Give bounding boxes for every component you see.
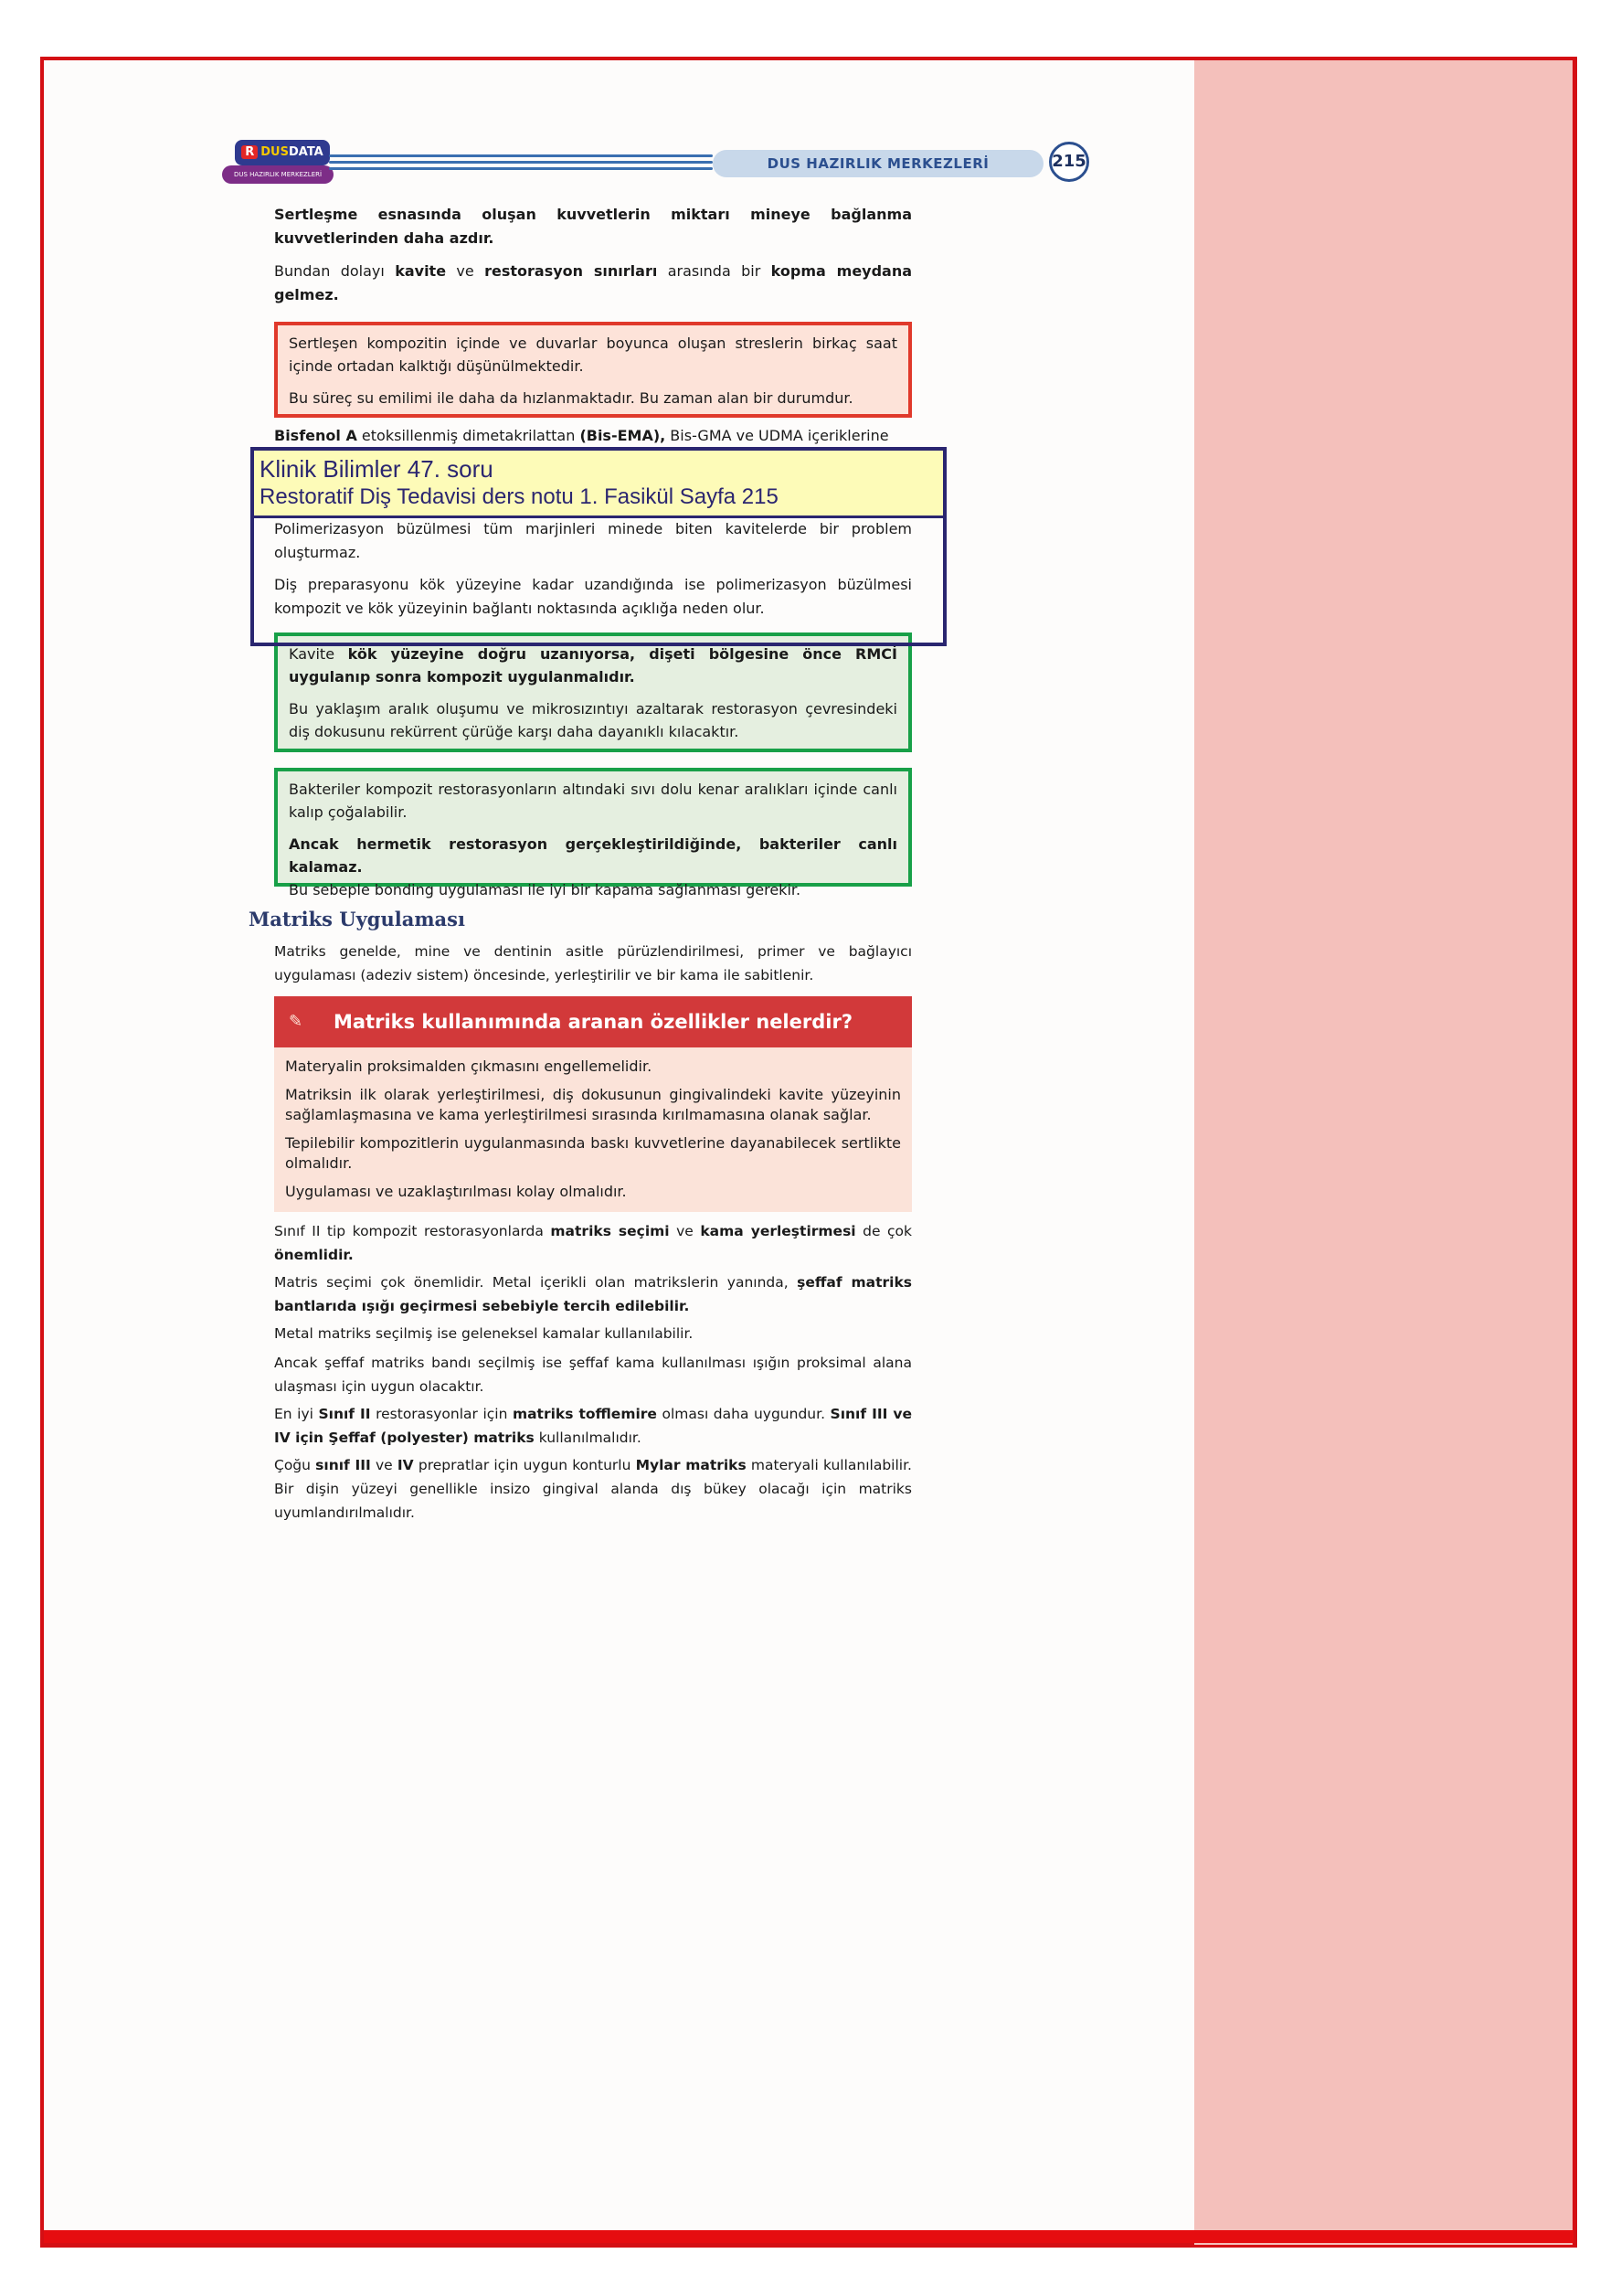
green-box-1-a: Kavite [289, 645, 348, 663]
paragraph-1 [274, 203, 912, 250]
b1-d: kama yerleştirmesi [700, 1223, 856, 1239]
p2-b: kavite [395, 262, 447, 280]
p3-a: Bisfenol A [274, 427, 357, 444]
b1-a: Sınıf II tip kompozit restorasyonlarda [274, 1223, 551, 1239]
p2-e: arasında bir [657, 262, 771, 280]
logo-data: DATA [288, 145, 323, 159]
p2-f: kopma meydana gelmez. [274, 262, 913, 303]
bottom-paragraph-5 [274, 1402, 912, 1450]
red-box-line-1: Sertleşen kompozitin içinde ve duvarlar boyunca oluşan streslerin birkaç saat içinde ortadan kalktığı düşünülmektedir. [289, 335, 897, 375]
section-title: Matriks Uygulaması [249, 908, 465, 930]
p2-c: ve [446, 262, 485, 280]
green-info-box-1 [274, 632, 912, 752]
b5-e: olması daha uygundur. [656, 1406, 831, 1422]
answer-item: Matriksin ilk olarak yerleştirilmesi, diş dokusunun gingivalindeki kavite yüzeyinin sağlamlaşmasına ve kama yerleştirilmesi sırasında kırılmamasına olanak sağlar. [285, 1086, 901, 1123]
paragraph-3 [274, 424, 912, 448]
b6-a: Çoğu [274, 1457, 316, 1473]
b6-d: IV [397, 1457, 414, 1473]
green-info-box-2 [274, 768, 912, 898]
bottom-paragraph-3: Metal matriks seçilmiş ise geleneksel kamalar kullanılabilir. [274, 1325, 694, 1342]
question-title: Matriks kullanımında aranan özellikler nelerdir? [333, 1011, 853, 1033]
header-label: DUS HAZIRLIK MERKEZLERİ [713, 150, 1044, 177]
b5-b: Sınıf II [318, 1406, 371, 1422]
answer-item: Tepilebilir kompozitlerin uygulanmasında baskı kuvvetlerine dayanabilecek sertlikte olmalıdır. [285, 1134, 901, 1172]
b1-b: matriks seçimi [550, 1223, 670, 1239]
b5-c: restorasyonlar için [370, 1406, 513, 1422]
side-panel [1194, 60, 1573, 2245]
green-box-1-line-1 [289, 643, 897, 688]
p3-d: Bis-GMA ve UDMA içeriklerine [665, 427, 889, 444]
question-answers [274, 1047, 912, 1212]
green-box-2-bold: Ancak hermetik restorasyon gerçekleştirildiğinde, bakteriler canlı kalamaz. [289, 835, 897, 876]
red-info-box [274, 322, 912, 418]
b2-b: şeffaf matriks bantlarıda ışığı geçirmesi sebebiyle tercih edilebilir. [274, 1274, 913, 1314]
b5-d: matriks tofflemire [512, 1406, 657, 1422]
logo-subtitle: DUS HAZIRLIK MERKEZLERİ [222, 165, 334, 184]
b2-a: Matris seçimi çok önemlidir. Metal içerikli olan matrikslerin yanında, [274, 1274, 798, 1291]
p3-b: etoksillenmiş dimetakrilattan [356, 427, 580, 444]
p2-d: restorasyon sınırları [484, 262, 658, 280]
bottom-paragraph-2 [274, 1270, 912, 1318]
logo-r: R [241, 145, 258, 159]
bottom-paragraph-4: Ancak şeffaf matriks bandı seçilmiş ise şeffaf kama kullanılması ışığın proksimal alana ulaşması için uygun olacaktır. [274, 1355, 912, 1395]
p2-a: Bundan dolayı [274, 262, 396, 280]
b6-b: sınıf III [315, 1457, 371, 1473]
paragraph-5: Diş preparasyonu kök yüzeyine kadar uzandığında ise polimerizasyon büzülmesi kompozit ve kök yüzeyinin bağlantı noktasında açıklığa neden olur. [274, 576, 912, 617]
section-intro: Matriks genelde, mine ve dentinin asitle pürüzlendirilmesi, primer ve bağlayıcı uygulaması (adeziv sistem) öncesinde, yerleştirilir ve bir kama ile sabitlenir. [274, 943, 912, 983]
dusdata-logo [222, 138, 334, 186]
answer-item: Uygulaması ve uzaklaştırılması kolay olmalıdır. [285, 1183, 627, 1200]
question-header [274, 996, 912, 1047]
highlight-line-1: Klinik Bilimler 47. soru [260, 455, 493, 483]
b6-f: Mylar matriks [635, 1457, 747, 1473]
page-number: 215 [1049, 142, 1089, 182]
bottom-paragraph-1 [274, 1219, 912, 1267]
green-box-2-line-3: Bu sebeple bonding uygulaması ile iyi bir kapama sağlanması gerekir. [289, 881, 801, 898]
green-box-1-b: kök yüzeyine doğru uzanıyorsa, dişeti bölgesine önce RMCİ uygulanıp sonra kompozit uygulanmalıdır. [289, 645, 897, 686]
b6-e: prepratlar için uygun konturlu [413, 1457, 636, 1473]
p1-text: Sertleşme esnasında oluşan kuvvetlerin miktarı mineye bağlanma kuvvetlerinden daha azdır. [274, 206, 912, 247]
b1-c: ve [669, 1223, 701, 1239]
green-box-2-line-2 [289, 833, 897, 878]
logo-top [235, 140, 330, 165]
red-box-line-2: Bu süreç su emilimi ile daha da hızlanmaktadır. Bu zaman alan bir durumdur. [289, 389, 853, 407]
b5-f: Sınıf III ve IV için Şeffaf (polyester) matriks [274, 1406, 913, 1446]
bottom-paragraph-6 [274, 1453, 912, 1525]
highlight-line-2: Restoratif Diş Tedavisi ders notu 1. Fasikül Sayfa 215 [260, 484, 779, 509]
b6-g: materyali kullanılabilir. Bir dişin yüzeyi genellikle insizo gingival alanda dış bükey olacağı için matriks uyumlandırılmalıdır. [274, 1457, 912, 1521]
green-box-2-line-1: Bakteriler kompozit restorasyonların altındaki sıvı dolu kenar aralıkları içinde canlı kalıp çoğalabilir. [289, 781, 897, 821]
b1-e: de çok [855, 1223, 912, 1239]
pencil-icon: ✎ [289, 1012, 303, 1031]
b5-g: kullanılmalıdır. [534, 1430, 641, 1446]
bottom-bar [44, 2230, 1573, 2243]
logo-dus: DUS [260, 145, 289, 159]
green-box-1-line-2: Bu yaklaşım aralık oluşumu ve mikrosızıntıyı azaltarak restorasyon çevresindeki diş dokusunu rekürrent çürüğe karşı daha dayanıklı kılacaktır. [289, 700, 897, 740]
highlight-label [254, 451, 943, 518]
b1-f: önemlidir. [274, 1247, 354, 1263]
paragraph-2 [274, 260, 912, 307]
b5-a: En iyi [274, 1406, 319, 1422]
b6-c: ve [370, 1457, 397, 1473]
paragraph-4: Polimerizasyon büzülmesi tüm marjinleri minede biten kavitelerde bir problem oluşturmaz. [274, 520, 912, 561]
header-decorative-lines [329, 154, 713, 175]
p3-c: (Bis-EMA), [579, 427, 666, 444]
answer-item: Materyalin proksimalden çıkmasını engellemelidir. [285, 1058, 652, 1075]
